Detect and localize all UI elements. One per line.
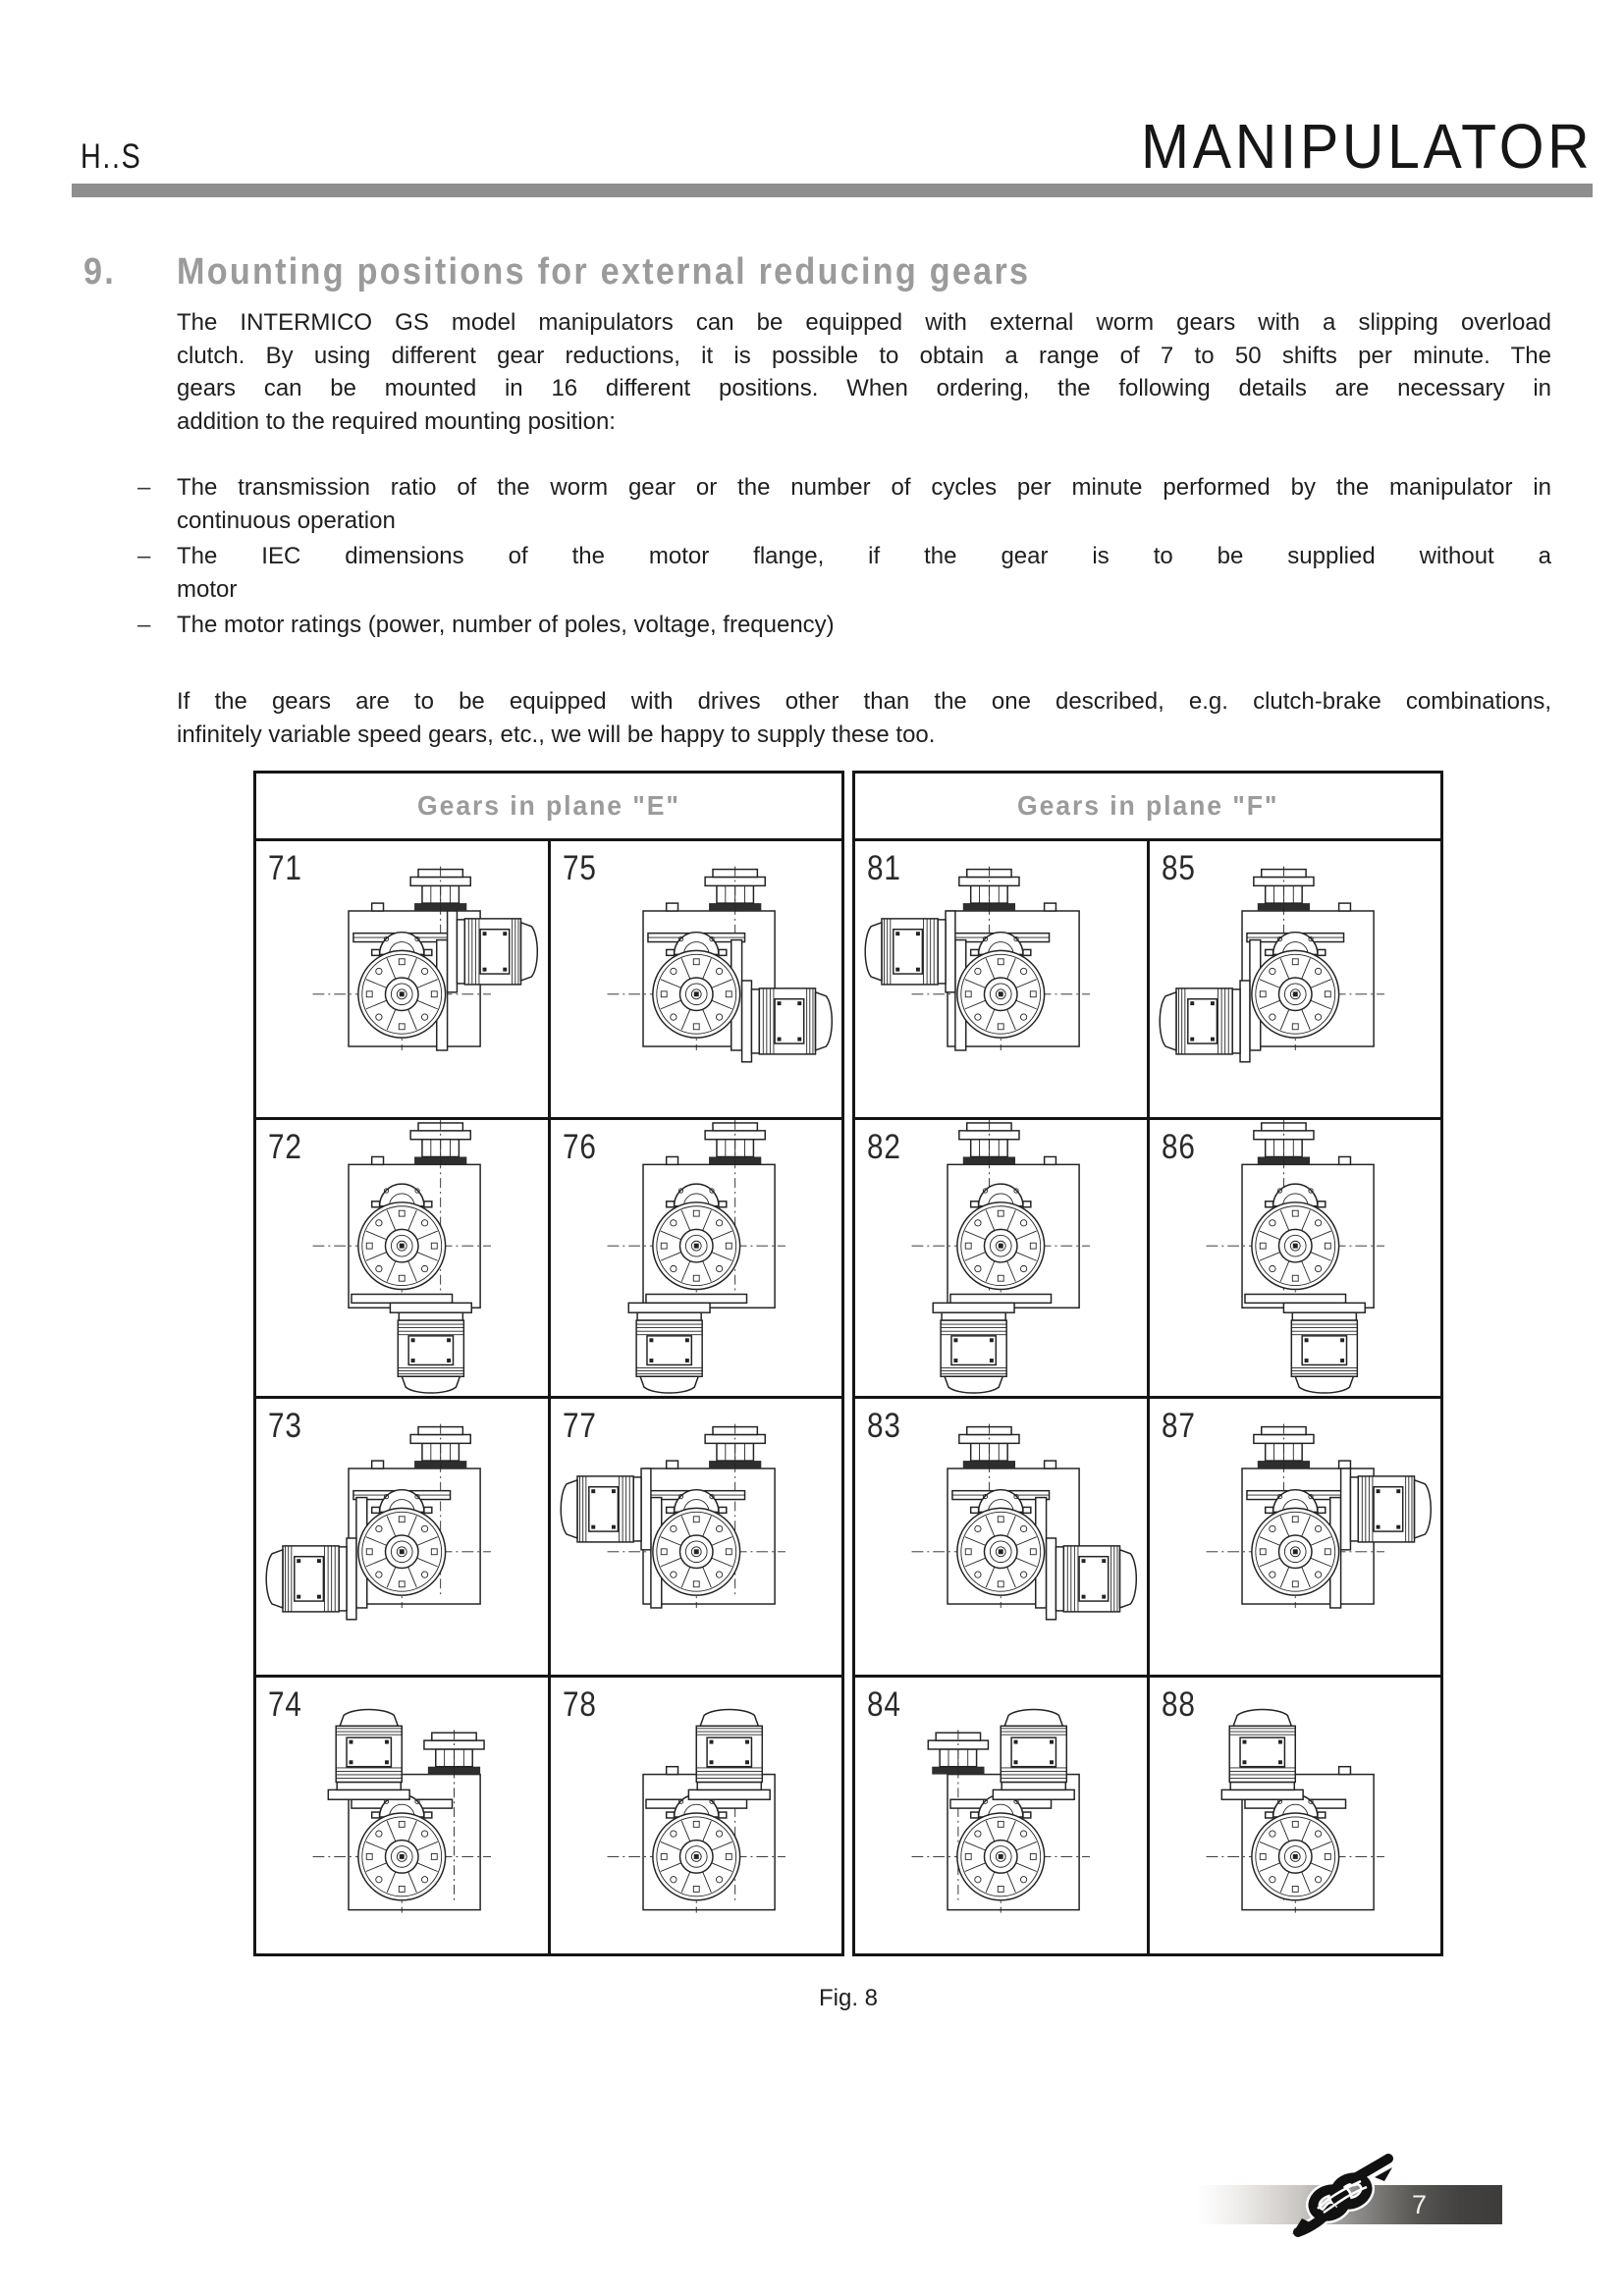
bullet-2-line: The motor ratings (power, number of poles, voltage, frequency) xyxy=(177,612,835,638)
gear-cell-77 xyxy=(551,1399,842,1675)
bullet-dash-icon: – xyxy=(137,474,151,501)
cell-number: 71 xyxy=(268,849,302,887)
gears-table-e-title: Gears in plane "E" xyxy=(417,790,680,821)
cell-number: 73 xyxy=(268,1407,302,1445)
gear-cell-83 xyxy=(855,1399,1150,1675)
gears-table-f-title: Gears in plane "F" xyxy=(1016,790,1279,821)
gear-row xyxy=(256,1675,841,1953)
gear-cell-86 xyxy=(1150,1120,1441,1396)
cell-number: 82 xyxy=(867,1128,901,1166)
knot-logo-icon xyxy=(1288,2152,1396,2250)
bullet-item xyxy=(137,540,1551,606)
gear-cell-81 xyxy=(855,841,1150,1117)
cell-number: 77 xyxy=(562,1407,597,1445)
cell-number: 72 xyxy=(268,1128,302,1166)
section-title: Mounting positions for external reducing gears xyxy=(177,251,1031,293)
gear-cell-72 xyxy=(256,1120,551,1396)
model-code: H..S xyxy=(81,137,142,176)
note-line: infinitely variable speed gears, etc., we will be happy to supply these too. xyxy=(177,721,936,748)
gears-table-f-header xyxy=(855,774,1440,841)
gear-cell-87 xyxy=(1150,1399,1441,1675)
cell-number: 75 xyxy=(562,849,597,887)
cell-number: 78 xyxy=(562,1685,597,1724)
gear-row xyxy=(855,841,1440,1117)
cell-number: 74 xyxy=(268,1685,302,1724)
bullet-list xyxy=(137,471,1551,645)
figure-caption: Fig. 8 xyxy=(818,1985,879,2011)
note-paragraph xyxy=(177,685,1551,751)
gear-row xyxy=(855,1117,1440,1396)
cell-number: 81 xyxy=(867,849,901,887)
gear-row xyxy=(855,1396,1440,1675)
bullet-1-line: motor xyxy=(177,575,238,603)
cell-number: 76 xyxy=(562,1128,597,1166)
brand-title: MANIPULATOR xyxy=(1140,111,1593,182)
gear-cell-85 xyxy=(1150,841,1441,1117)
intro-line: addition to the required mounting position: xyxy=(177,407,616,435)
gear-cell-78 xyxy=(551,1678,842,1953)
cell-number: 84 xyxy=(867,1685,901,1724)
cell-number: 86 xyxy=(1161,1128,1196,1166)
intro-line: gears can be mounted in 16 different positions. When ordering, the following details are necessary in xyxy=(177,375,1551,401)
gear-cell-75 xyxy=(551,841,842,1117)
bullet-0-line: The transmission ratio of the worm gear or the number of cycles per minute performed by the manipulator in xyxy=(177,474,1551,501)
gears-table-e xyxy=(253,771,844,1956)
note-line: If the gears are to be equipped with drives other than the one described, e.g. clutch-brake combinations, xyxy=(177,688,1551,715)
gears-table-e-header xyxy=(256,774,841,841)
bullet-dash-icon: – xyxy=(137,612,151,638)
intro-line: clutch. By using different gear reductions, it is possible to obtain a range of 7 to 50 shifts per minute. The xyxy=(177,342,1551,369)
intro-line: The INTERMICO GS model manipulators can be equipped with external worm gears with a slipping overload xyxy=(177,309,1551,336)
bullet-1-line: The IEC dimensions of the motor flange, if the gear is to be supplied without a xyxy=(177,543,1551,569)
cell-number: 87 xyxy=(1161,1407,1196,1445)
gear-cell-82 xyxy=(855,1120,1150,1396)
gear-row xyxy=(256,841,841,1117)
gears-table-f xyxy=(852,771,1443,1956)
gear-cell-88 xyxy=(1150,1678,1441,1953)
section-number: 9. xyxy=(83,251,117,293)
header-rule xyxy=(72,184,1593,197)
gear-row xyxy=(256,1117,841,1396)
gear-row xyxy=(256,1396,841,1675)
gear-cell-74 xyxy=(256,1678,551,1953)
bullet-item xyxy=(137,471,1551,537)
bullet-item xyxy=(137,609,1551,642)
gear-cell-84 xyxy=(855,1678,1150,1953)
bullet-0-line: continuous operation xyxy=(177,507,396,534)
cell-number: 83 xyxy=(867,1407,901,1445)
intro-paragraph xyxy=(177,306,1551,438)
gear-cell-76 xyxy=(551,1120,842,1396)
cell-number: 85 xyxy=(1161,849,1196,887)
gear-cell-73 xyxy=(256,1399,551,1675)
gear-row xyxy=(855,1675,1440,1953)
bullet-dash-icon: – xyxy=(137,543,151,569)
cell-number: 88 xyxy=(1161,1685,1196,1724)
page-number: 7 xyxy=(1412,2190,1428,2219)
gear-cell-71 xyxy=(256,841,551,1117)
